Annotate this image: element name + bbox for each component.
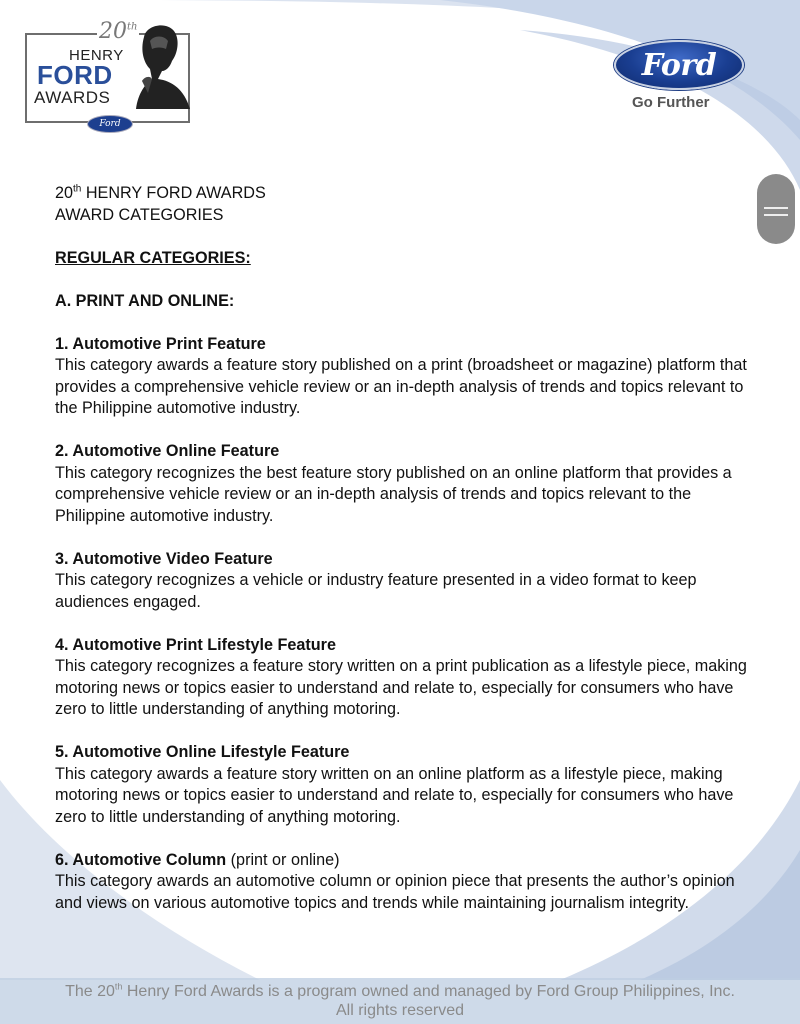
menu-icon-line (764, 214, 788, 216)
anniversary-mark: 20th (99, 19, 138, 44)
brand-tagline: Go Further (632, 94, 710, 111)
category-description: This category awards an automotive column or opinion piece that presents the author’s opinion and views on various automotive topics and trends while maintaining journalism integrity. (55, 872, 735, 912)
document-body (55, 183, 755, 914)
category-title: 1. Automotive Print Feature (55, 334, 266, 353)
logo-henry: HENRY (69, 47, 124, 64)
henry-ford-portrait-icon (122, 19, 192, 109)
ford-logo-text: Ford (641, 47, 717, 83)
category-title: 3. Automotive Video Feature (55, 549, 273, 568)
category-item (55, 549, 755, 614)
category-title: 5. Automotive Online Lifestyle Feature (55, 743, 350, 761)
category-description: This category recognizes a vehicle or industry feature presented in a video format to keep audiences engaged. (55, 571, 697, 611)
document-title: 20th HENRY FORD AWARDS (55, 183, 266, 202)
menu-toggle-button[interactable] (757, 174, 795, 244)
category-item (55, 441, 755, 527)
ford-logo[interactable] (614, 40, 744, 90)
category-item (55, 850, 755, 915)
category-item (55, 635, 755, 721)
category-title: 6. Automotive Column (55, 850, 227, 869)
category-item (55, 742, 755, 828)
category-title: 4. Automotive Print Lifestyle Feature (55, 635, 336, 654)
category-item (55, 334, 755, 420)
category-title: 2. Automotive Online Feature (55, 442, 280, 460)
logo-awards: AWARDS (34, 88, 111, 107)
category-description: This category recognizes a feature story written on a print publication as a lifestyle piece, making motoring news or topics easier to understand and relate to, especially for consumers who have zero to little understanding of anything motoring. (55, 657, 747, 718)
menu-icon (764, 207, 788, 209)
category-description: This category awards a feature story published on a print (broadsheet or magazine) platform that provides a comprehensive vehicle review or an in-depth analysis of trends and topics relevant to the Philippine automotive industry. (55, 356, 747, 417)
footer-rights: All rights reserved (335, 1002, 465, 1019)
regular-categories-heading: REGULAR CATEGORIES: (55, 248, 251, 267)
category-description: This category awards a feature story written on an online platform as a lifestyle piece, making motoring news or topics easier to understand and relate to, especially for consumers who have zero to little understanding of anything motoring. (55, 764, 734, 826)
category-note: (print or online) (226, 850, 340, 869)
document-subtitle: AWARD CATEGORIES (55, 205, 224, 224)
category-description: This category recognizes the best feature story published on an online platform that provides a comprehensive vehicle review or an in-depth analysis of trends and topics relevant to the Philippine automotive industry. (55, 463, 732, 525)
logo-ford: FORD (37, 60, 113, 90)
section-heading: A. PRINT AND ONLINE: (55, 291, 235, 310)
henry-ford-awards-logo (25, 19, 190, 129)
footer (0, 978, 800, 1024)
footer-copyright: The 20th Henry Ford Awards is a program owned and managed by Ford Group Philippines, Inc. (65, 981, 735, 1000)
ford-badge-icon: Ford (87, 115, 133, 133)
